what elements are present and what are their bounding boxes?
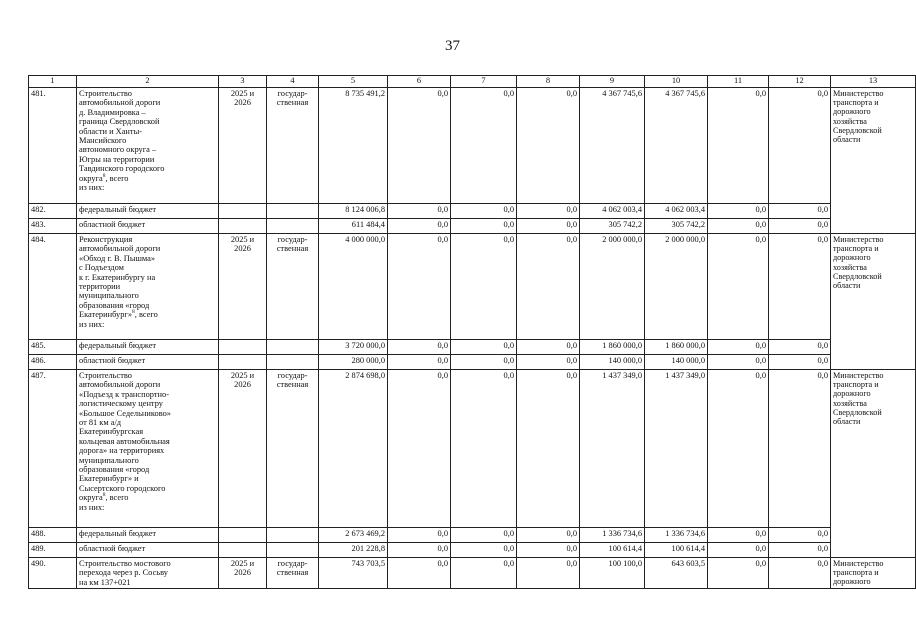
cell-c10: 643 603,5 (645, 558, 708, 589)
cell-c10: 1 437 349,0 (645, 370, 708, 528)
cell-c6: 0,0 (388, 543, 451, 558)
cell-c10: 4 062 003,4 (645, 204, 708, 219)
cell-c8: 0,0 (517, 370, 580, 528)
table-row-sub (29, 528, 916, 543)
cell-c7: 0,0 (451, 355, 517, 370)
cell-c7: 0,0 (451, 234, 517, 340)
cell-c4 (267, 355, 319, 370)
cell-c6: 0,0 (388, 204, 451, 219)
cell-c8: 0,0 (517, 355, 580, 370)
cell-c11: 0,0 (708, 88, 769, 204)
cell-c12: 0,0 (769, 219, 831, 234)
cell-c5: 3 720 000,0 (319, 340, 388, 355)
cell-c12: 0,0 (769, 204, 831, 219)
cell-c1: 485. (29, 340, 77, 355)
cell-c4 (267, 543, 319, 558)
cell-c9: 1 437 349,0 (580, 370, 645, 528)
cell-c3: 2025 и 2026 (219, 234, 267, 340)
column-number-row (29, 76, 916, 88)
cell-c8: 0,0 (517, 528, 580, 543)
cell-c12: 0,0 (769, 88, 831, 204)
cell-c8: 0,0 (517, 558, 580, 589)
cell-c12: 0,0 (769, 543, 831, 558)
table-row-sub (29, 204, 916, 219)
cell-c11: 0,0 (708, 204, 769, 219)
cell-text: Строительство автомобильной дороги «Подъезд к транспортно- логистическому центру «Большое Седельниково» от 81 км а/д Екатеринбургская кольцевая автомобильная дорога» на территориях муниципального образования «город Екатеринбург» и Сысертского городского округа (79, 371, 171, 503)
cell-c4: государ- ственная (267, 558, 319, 589)
footnote-marker: 8 (132, 309, 135, 316)
cell-c10: 1 336 734,6 (645, 528, 708, 543)
cell-c5: 8 735 491,2 (319, 88, 388, 204)
table-body (29, 76, 916, 589)
cell-c12: 0,0 (769, 370, 831, 528)
cell-c7: 0,0 (451, 370, 517, 528)
column-number-cell: 9 (580, 76, 645, 88)
cell-c5: 8 124 006,8 (319, 204, 388, 219)
cell-c5: 743 703,5 (319, 558, 388, 589)
cell-text: Реконструкция автомобильной дороги «Обход г. В. Пышма» с Подъездом к г. Екатеринбургу на территории муниципального образования «город Екатеринбург» (79, 235, 161, 320)
document-sheet (28, 75, 884, 599)
table-row-main (29, 88, 916, 204)
cell-c1: 483. (29, 219, 77, 234)
cell-c6: 0,0 (388, 355, 451, 370)
cell-c1: 484. (29, 234, 77, 340)
cell-c8: 0,0 (517, 543, 580, 558)
cell-c4: государ- ственная (267, 234, 319, 340)
cell-c5: 611 484,4 (319, 219, 388, 234)
table-row-main (29, 558, 916, 589)
footnote-marker: 8 (102, 172, 106, 179)
cell-c11: 0,0 (708, 558, 769, 589)
cell-c3 (219, 355, 267, 370)
cell-c2: областной бюджет (77, 543, 219, 558)
cell-c6: 0,0 (388, 340, 451, 355)
cell-c12: 0,0 (769, 234, 831, 340)
cell-c1: 488. (29, 528, 77, 543)
cell-c7: 0,0 (451, 543, 517, 558)
cell-c10: 305 742,2 (645, 219, 708, 234)
cell-c9: 4 367 745,6 (580, 88, 645, 204)
cell-c3: 2025 и 2026 (219, 88, 267, 204)
cell-c6: 0,0 (388, 234, 451, 340)
cell-c11: 0,0 (708, 528, 769, 543)
cell-c7: 0,0 (451, 204, 517, 219)
column-number-cell: 13 (831, 76, 916, 88)
cell-c11: 0,0 (708, 234, 769, 340)
cell-c2: Строительство мостового перехода через р. Сосьву на км 137+021 (77, 558, 219, 589)
cell-c1: 489. (29, 543, 77, 558)
cell-c7: 0,0 (451, 88, 517, 204)
cell-c4 (267, 340, 319, 355)
cell-c12: 0,0 (769, 558, 831, 589)
cell-c9: 1 860 000,0 (580, 340, 645, 355)
cell-c2: областной бюджет (77, 355, 219, 370)
cell-c7: 0,0 (451, 219, 517, 234)
cell-c8: 0,0 (517, 234, 580, 340)
cell-c2: федеральный бюджет (77, 528, 219, 543)
cell-c11: 0,0 (708, 340, 769, 355)
cell-c6: 0,0 (388, 219, 451, 234)
cell-c4 (267, 528, 319, 543)
column-number-cell: 4 (267, 76, 319, 88)
cell-c10: 140 000,0 (645, 355, 708, 370)
column-number-cell: 7 (451, 76, 517, 88)
cell-c3 (219, 528, 267, 543)
cell-c8: 0,0 (517, 219, 580, 234)
cell-c3: 2025 и 2026 (219, 370, 267, 528)
table-row-sub (29, 340, 916, 355)
cell-c9: 100 614,4 (580, 543, 645, 558)
cell-c5: 4 000 000,0 (319, 234, 388, 340)
table-row-sub (29, 355, 916, 370)
cell-c10: 100 614,4 (645, 543, 708, 558)
table-row-main (29, 234, 916, 340)
responsible-authority-cell: Министерство транспорта и дорожного хозяйства Свердловской области (831, 234, 916, 370)
cell-c2: федеральный бюджет (77, 340, 219, 355)
column-number-cell: 12 (769, 76, 831, 88)
column-number-cell: 5 (319, 76, 388, 88)
cell-c7: 0,0 (451, 528, 517, 543)
cell-c4 (267, 204, 319, 219)
table-row-main (29, 370, 916, 528)
cell-c3 (219, 340, 267, 355)
budget-table (28, 75, 916, 589)
cell-text-rest: , всего из них: (79, 173, 129, 193)
cell-c2 (77, 370, 219, 528)
cell-c6: 0,0 (388, 370, 451, 528)
cell-text-rest: , всего из них: (79, 493, 129, 512)
cell-c11: 0,0 (708, 355, 769, 370)
column-number-cell: 8 (517, 76, 580, 88)
table-row-sub (29, 219, 916, 234)
cell-c2 (77, 234, 219, 340)
responsible-authority-cell: Министерство транспорта и дорожного (831, 558, 916, 589)
cell-c11: 0,0 (708, 543, 769, 558)
column-number-cell: 2 (77, 76, 219, 88)
cell-c1: 486. (29, 355, 77, 370)
cell-c1: 490. (29, 558, 77, 589)
column-number-cell: 10 (645, 76, 708, 88)
column-number-cell: 1 (29, 76, 77, 88)
table-row-sub (29, 543, 916, 558)
cell-c6: 0,0 (388, 88, 451, 204)
cell-c9: 1 336 734,6 (580, 528, 645, 543)
cell-c8: 0,0 (517, 340, 580, 355)
cell-c2: областной бюджет (77, 219, 219, 234)
cell-c4 (267, 219, 319, 234)
cell-c5: 2 673 469,2 (319, 528, 388, 543)
cell-c4: государ- ственная (267, 370, 319, 528)
cell-c8: 0,0 (517, 204, 580, 219)
cell-c9: 305 742,2 (580, 219, 645, 234)
cell-c3 (219, 219, 267, 234)
column-number-cell: 3 (219, 76, 267, 88)
cell-c9: 100 100,0 (580, 558, 645, 589)
cell-c5: 280 000,0 (319, 355, 388, 370)
cell-c8: 0,0 (517, 88, 580, 204)
cell-c11: 0,0 (708, 219, 769, 234)
cell-c2: федеральный бюджет (77, 204, 219, 219)
cell-c12: 0,0 (769, 340, 831, 355)
cell-c1: 482. (29, 204, 77, 219)
cell-c9: 140 000,0 (580, 355, 645, 370)
cell-c3: 2025 и 2026 (219, 558, 267, 589)
cell-c5: 2 874 698,0 (319, 370, 388, 528)
cell-c7: 0,0 (451, 340, 517, 355)
responsible-authority-cell: Министерство транспорта и дорожного хозяйства Свердловской области (831, 370, 916, 558)
cell-c12: 0,0 (769, 528, 831, 543)
responsible-authority-cell: Министерство транспорта и дорожного хозяйства Свердловской области (831, 88, 916, 234)
cell-c1: 481. (29, 88, 77, 204)
cell-c4: государ- ственная (267, 88, 319, 204)
cell-c10: 2 000 000,0 (645, 234, 708, 340)
cell-c5: 201 228,8 (319, 543, 388, 558)
cell-c9: 4 062 003,4 (580, 204, 645, 219)
cell-c9: 2 000 000,0 (580, 234, 645, 340)
footnote-marker: 8 (102, 492, 106, 499)
cell-c3 (219, 204, 267, 219)
column-number-cell: 6 (388, 76, 451, 88)
cell-text-rest: , всего из них: (79, 310, 158, 329)
cell-text: Строительство автомобильной дороги д. Владимировка – граница Свердловской области и Ханты- Мансийского автономного округа – Югры на территории Тавдинского городского округа (79, 89, 165, 183)
cell-c10: 1 860 000,0 (645, 340, 708, 355)
cell-c2 (77, 88, 219, 204)
cell-c3 (219, 543, 267, 558)
cell-c10: 4 367 745,6 (645, 88, 708, 204)
cell-c11: 0,0 (708, 370, 769, 528)
cell-c12: 0,0 (769, 355, 831, 370)
cell-c6: 0,0 (388, 558, 451, 589)
cell-c7: 0,0 (451, 558, 517, 589)
column-number-cell: 11 (708, 76, 769, 88)
page-number: 37 (445, 38, 460, 54)
cell-c6: 0,0 (388, 528, 451, 543)
cell-c1: 487. (29, 370, 77, 528)
